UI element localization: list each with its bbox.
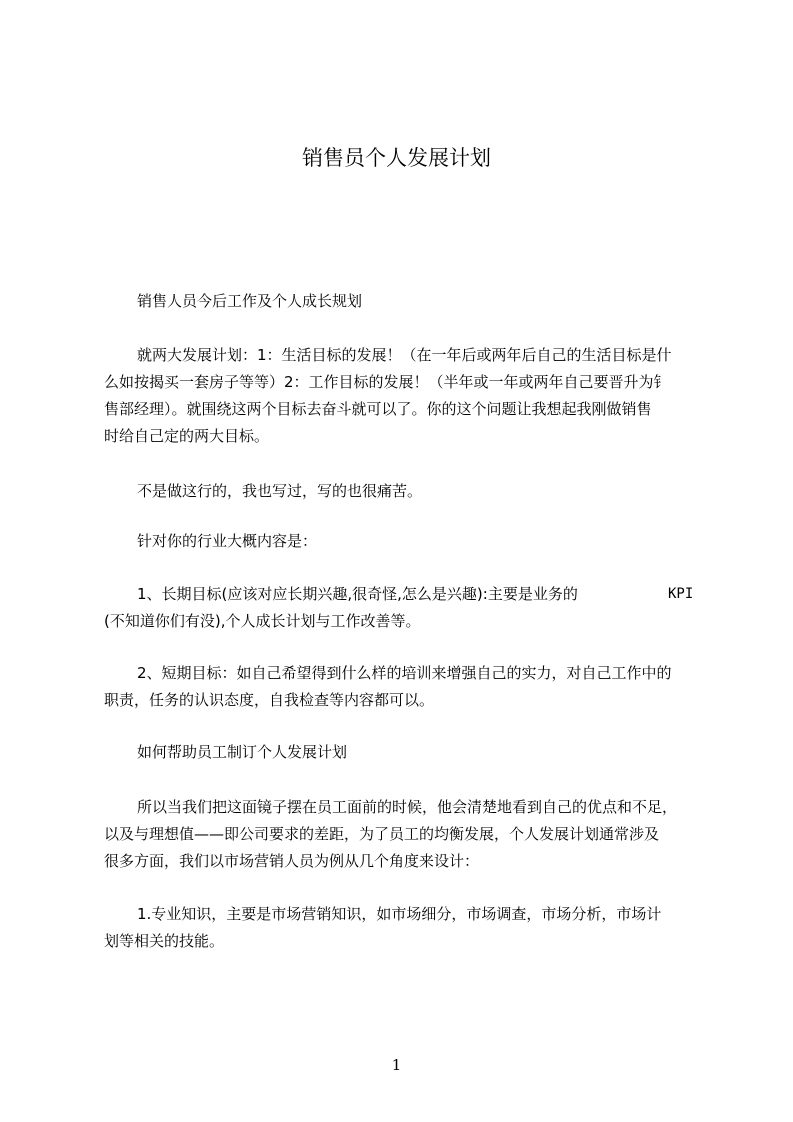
paragraph-line: 以及与理想值——即公司要求的差距，为了员工的均衡发展，个人发展计划通常涉及 bbox=[104, 825, 660, 843]
section-heading: 如何帮助员工制订个人发展计划 bbox=[137, 743, 348, 761]
paragraph-line: 不是做这行的，我也写过，写的也很痛苦。 bbox=[137, 482, 423, 500]
paragraph-line: 职责，任务的认识态度，自我检查等内容都可以。 bbox=[104, 691, 435, 709]
paragraph-line: 就两大发展计划：1：生活目标的发展！（在一年后或两年后自己的生活目标是什 bbox=[137, 346, 672, 364]
paragraph-line: 时给自己定的两大目标。 bbox=[104, 427, 270, 445]
paragraph-line: 1、长期目标(应该对应长期兴趣,很奇怪,怎么是兴趣):主要是业务的 bbox=[137, 585, 578, 603]
paragraph-line: 针对你的行业大概内容是： bbox=[137, 532, 318, 550]
kpi-text: KPI bbox=[668, 586, 694, 602]
paragraph-line: 么如按揭买一套房子等等）2：工作目标的发展！（半年或一年或两年自己要晋升为钅 bbox=[104, 373, 669, 391]
paragraph-line: 售部经理）。就围绕这两个目标去奋斗就可以了。你的这个问题让我想起我刚做销售 bbox=[104, 400, 652, 418]
paragraph-line: (不知道你们有没),个人成长计划与工作改善等。 bbox=[104, 612, 421, 630]
heading-sales-plan: 销售人员今后工作及个人成长规划 bbox=[137, 292, 363, 310]
page-number: 1 bbox=[391, 1056, 402, 1074]
paragraph-line: 1.专业知识，主要是市场营销知识，如市场细分，市场调查，市场分析，市场计 bbox=[137, 905, 662, 923]
page-title: 销售员个人发展计划 bbox=[302, 146, 491, 170]
paragraph-line: 很多方面，我们以市场营销人员为例从几个角度来设计： bbox=[104, 852, 480, 870]
paragraph-line: 所以当我们把这面镜子摆在员工面前的时候，他会清楚地看到自己的优点和不足， bbox=[137, 798, 678, 816]
paragraph-line: 2、短期目标：如自己希望得到什么样的培训来增强自己的实力，对自己工作中的 bbox=[137, 664, 672, 682]
paragraph-line: 划等相关的技能。 bbox=[104, 932, 225, 950]
